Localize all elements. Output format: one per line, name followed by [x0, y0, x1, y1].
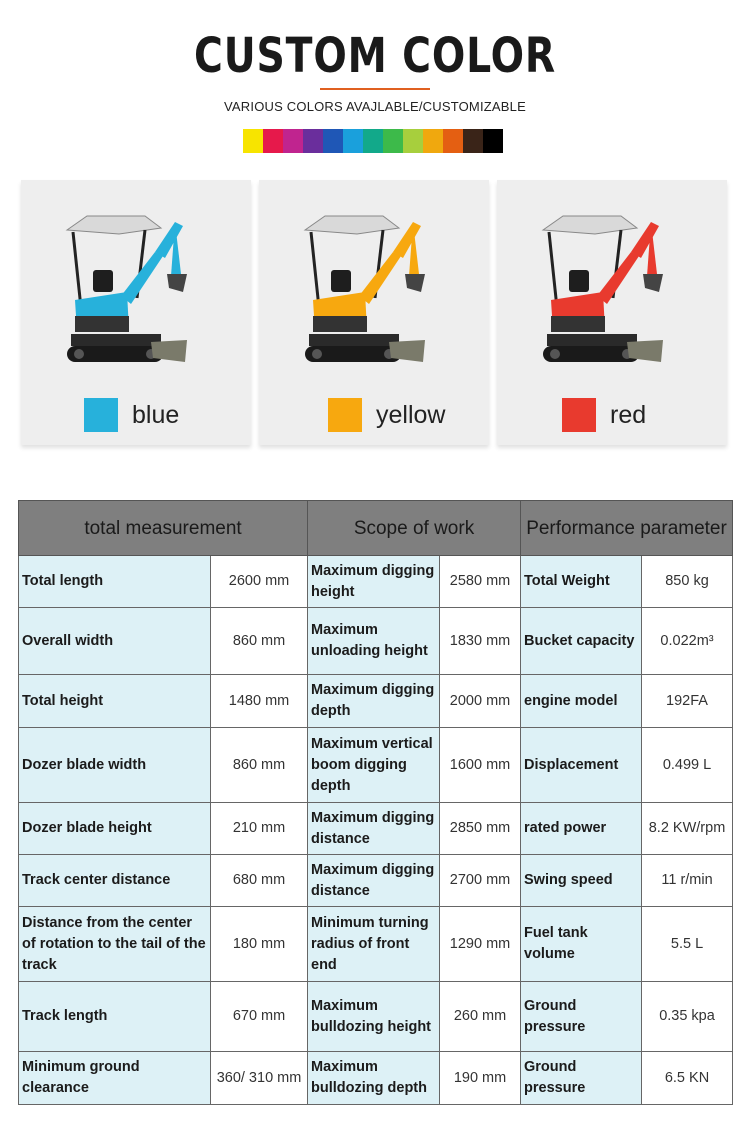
color-swatch-strip [243, 129, 503, 153]
spec-value: 850 kg [642, 556, 733, 608]
spec-value: 0.022m³ [642, 608, 733, 675]
spec-label: Ground pressure [521, 1052, 642, 1105]
spec-value: 190 mm [440, 1052, 521, 1105]
spec-value: 6.5 KN [642, 1052, 733, 1105]
table-row [19, 907, 733, 982]
spec-value: 0.499 L [642, 728, 733, 803]
spec-label: Displacement [521, 728, 642, 803]
color-chip [84, 398, 118, 432]
spec-label: Total height [19, 675, 211, 728]
spec-label: Maximum digging distance [308, 855, 440, 907]
spec-value: 260 mm [440, 982, 521, 1052]
spec-label: Dozer blade width [19, 728, 211, 803]
spec-value: 1830 mm [440, 608, 521, 675]
table-row [19, 1052, 733, 1105]
table-row [19, 556, 733, 608]
excavator-red-image [535, 208, 685, 378]
spec-value: 2700 mm [440, 855, 521, 907]
spec-label: rated power [521, 803, 642, 855]
spec-label: Total Weight [521, 556, 642, 608]
spec-label: engine model [521, 675, 642, 728]
color-chip [328, 398, 362, 432]
spec-label: Track length [19, 982, 211, 1052]
spec-value: 360/ 310 mm [211, 1052, 308, 1105]
color-swatch [323, 129, 343, 153]
color-swatch [443, 129, 463, 153]
spec-label: Total length [19, 556, 211, 608]
color-label: yellow [376, 401, 446, 429]
header-performance-parameter: Performance parameter [521, 501, 733, 556]
table-row [19, 855, 733, 907]
color-swatch [363, 129, 383, 153]
color-label: red [610, 401, 647, 429]
color-chip [562, 398, 596, 432]
color-label: blue [132, 401, 180, 429]
spec-value: 2600 mm [211, 556, 308, 608]
spec-value: 670 mm [211, 982, 308, 1052]
spec-label: Dozer blade height [19, 803, 211, 855]
color-swatch [243, 129, 263, 153]
spec-label: Swing speed [521, 855, 642, 907]
color-swatch [403, 129, 423, 153]
spec-value: 210 mm [211, 803, 308, 855]
color-swatch [463, 129, 483, 153]
title-underline [320, 88, 430, 90]
color-cards [21, 180, 731, 445]
spec-value: 1600 mm [440, 728, 521, 803]
spec-value: 860 mm [211, 728, 308, 803]
table-row [19, 608, 733, 675]
color-card-blue[interactable] [21, 180, 251, 445]
spec-value: 0.35 kpa [642, 982, 733, 1052]
spec-value: 2000 mm [440, 675, 521, 728]
spec-value: 2850 mm [440, 803, 521, 855]
excavator-yellow-image [297, 208, 447, 378]
spec-label: Bucket capacity [521, 608, 642, 675]
spec-label: Maximum digging distance [308, 803, 440, 855]
spec-value: 192FA [642, 675, 733, 728]
table-row [19, 803, 733, 855]
page-title: CUSTOM COLOR [193, 28, 557, 84]
color-card-yellow[interactable] [259, 180, 489, 445]
color-swatch [383, 129, 403, 153]
spec-label: Ground pressure [521, 982, 642, 1052]
color-swatch [303, 129, 323, 153]
color-swatch [343, 129, 363, 153]
table-row [19, 982, 733, 1052]
spec-value: 860 mm [211, 608, 308, 675]
spec-value: 1290 mm [440, 907, 521, 982]
spec-label: Distance from the center of rotation to the tail of the track [19, 907, 211, 982]
spec-label: Maximum digging height [308, 556, 440, 608]
spec-label: Maximum bulldozing height [308, 982, 440, 1052]
spec-label: Maximum digging depth [308, 675, 440, 728]
color-card-red[interactable] [497, 180, 727, 445]
spec-value: 180 mm [211, 907, 308, 982]
spec-table [18, 500, 733, 1105]
spec-label: Minimum ground clearance [19, 1052, 211, 1105]
spec-value: 11 r/min [642, 855, 733, 907]
spec-value: 5.5 L [642, 907, 733, 982]
spec-label: Maximum bulldozing depth [308, 1052, 440, 1105]
table-row [19, 728, 733, 803]
spec-value: 8.2 KW/rpm [642, 803, 733, 855]
color-swatch [483, 129, 503, 153]
spec-label: Fuel tank volume [521, 907, 642, 982]
spec-label: Maximum vertical boom digging depth [308, 728, 440, 803]
color-swatch [283, 129, 303, 153]
spec-value: 680 mm [211, 855, 308, 907]
header-total-measurement: total measurement [19, 501, 308, 556]
header-scope-of-work: Scope of work [308, 501, 521, 556]
page-subtitle: VARIOUS COLORS AVAJLABLE/CUSTOMIZABLE [224, 99, 526, 114]
spec-value: 1480 mm [211, 675, 308, 728]
spec-label: Overall width [19, 608, 211, 675]
color-swatch [423, 129, 443, 153]
spec-value: 2580 mm [440, 556, 521, 608]
spec-label: Track center distance [19, 855, 211, 907]
color-swatch [263, 129, 283, 153]
table-row [19, 675, 733, 728]
spec-label: Maximum unloading height [308, 608, 440, 675]
excavator-blue-image [59, 208, 209, 378]
spec-label: Minimum turning radius of front end [308, 907, 440, 982]
